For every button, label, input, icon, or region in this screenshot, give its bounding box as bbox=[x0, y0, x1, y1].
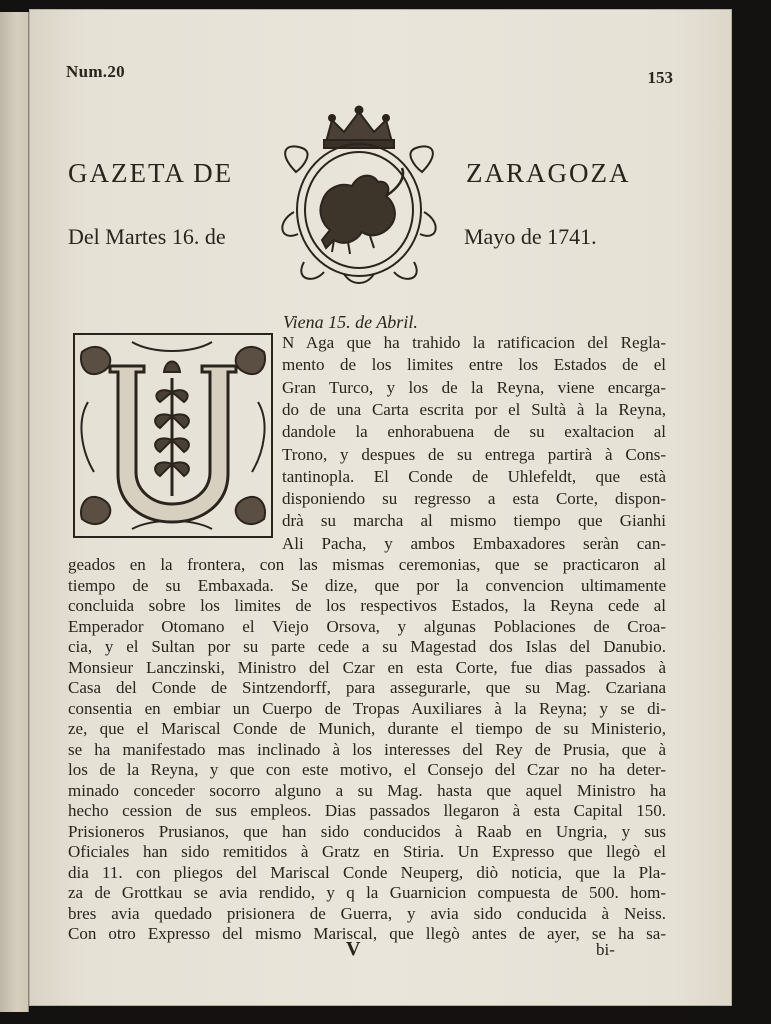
article-line: drà su marcha al mismo tiempo que Gianhi bbox=[282, 511, 666, 531]
article-line: Gran Turco, y los de la Reyna, viene encarga- bbox=[282, 377, 666, 397]
catchword: bi- bbox=[596, 940, 615, 959]
article-line: consentia en embiar un Cuerpo de Tropas Auxiliares à la Reyna; y se di- bbox=[68, 698, 666, 718]
issue-date-right: Mayo de 1741. bbox=[464, 224, 597, 249]
article-line: los de la Reyna, y que con este motivo, el Consejo del Czar no ha deter- bbox=[68, 760, 666, 779]
newspaper-page bbox=[30, 10, 731, 1005]
article-line: tantinopla. El Conde de Uhlefeldt, que està bbox=[282, 466, 666, 486]
article-line: mento de los limites entre los Estados de el bbox=[282, 355, 666, 375]
article-line: Emperador Otomano el Viejo Orsova, y algunas Poblaciones de Croa- bbox=[68, 616, 666, 636]
article-line: Monsieur Lanczinski, Ministro del Czar en esta Corte, fue dias passados à bbox=[68, 657, 666, 677]
article-line: do de una Carta escrita por el Sultà à la Reyna, bbox=[282, 399, 666, 419]
article-line: Trono, y despues de su entrega partirà à Cons- bbox=[282, 444, 666, 464]
article-line: hecho cession de sus empleos. Dias passados llegaron à esta Capital 150. bbox=[68, 801, 666, 820]
article-line: dandole la enhorabuena de su exaltacion al bbox=[282, 422, 666, 442]
article-line: dia 11. con pliegos del Mariscal Conde Neuperg, diò noticia, que la Pla- bbox=[68, 862, 666, 882]
masthead-title-right: ZARAGOZA bbox=[466, 158, 631, 188]
ornamental-initial-u-icon bbox=[72, 332, 274, 539]
article-line: se ha manifestado mas inclinado à los interesses del Rey de Prusia, que à bbox=[68, 739, 666, 759]
article-line: za de Grottkau se avia rendido, y q la Guarnicion compuesta de 500. hom- bbox=[68, 883, 666, 902]
signature-mark: V bbox=[346, 938, 361, 960]
article-dateline: Viena 15. de Abril. bbox=[283, 312, 418, 332]
article-line: Prisioneros Prusianos, que han sido conducidos à Raab en Ungria, y sus bbox=[68, 821, 666, 841]
issue-date-left: Del Martes 16. de bbox=[68, 224, 226, 249]
article-line: ze, que el Mariscal Conde de Munich, durante el tiempo de su Ministerio, bbox=[68, 719, 666, 738]
article-line: Con otro Expresso del mismo Mariscal, que llegò antes de ayer, se ha sa- bbox=[68, 924, 666, 943]
article-line: Ali Pacha, y ambos Embaxadores seràn can- bbox=[282, 533, 666, 553]
article-line: N Aga que ha trahido la ratificacion del Regla- bbox=[282, 333, 666, 352]
article-line: Oficiales han sido remitidos à Gratz en Stiria. Un Expresso que llegò el bbox=[68, 842, 666, 861]
article-line: bres avia quedado prisionera de Guerra, y avia sido conducida à Neiss. bbox=[68, 903, 666, 923]
article-line: minado conceder socorro alguno a su Mag. hasta que aquel Ministro ha bbox=[68, 780, 666, 800]
issue-number: Num.20 bbox=[66, 62, 125, 81]
article-line: concluida sobre los limites de los respectivos Estados, la Reyna cede al bbox=[68, 596, 666, 615]
masthead-title-left: GAZETA DE bbox=[68, 158, 234, 188]
page-number: 153 bbox=[647, 68, 673, 87]
article-line: tiempo de su Embaxada. Se dize, que por la convencion ultimamente bbox=[68, 575, 666, 595]
article-line: geados en la frontera, con las mismas ceremonias, que se practicaron al bbox=[68, 555, 666, 574]
article-line: cia, y el Sultan por su parte cede a su Magestad dos Islas del Danubio. bbox=[68, 637, 666, 656]
crowned-lion-crest-icon bbox=[274, 102, 444, 287]
article-line: Casa del Conde de Sintzendorff, para assegurarle, que su Mag. Czariana bbox=[68, 678, 666, 697]
article-line: disponiendo su regresso a esta Corte, dispon- bbox=[282, 489, 666, 509]
adjacent-page-edge bbox=[0, 12, 29, 1012]
